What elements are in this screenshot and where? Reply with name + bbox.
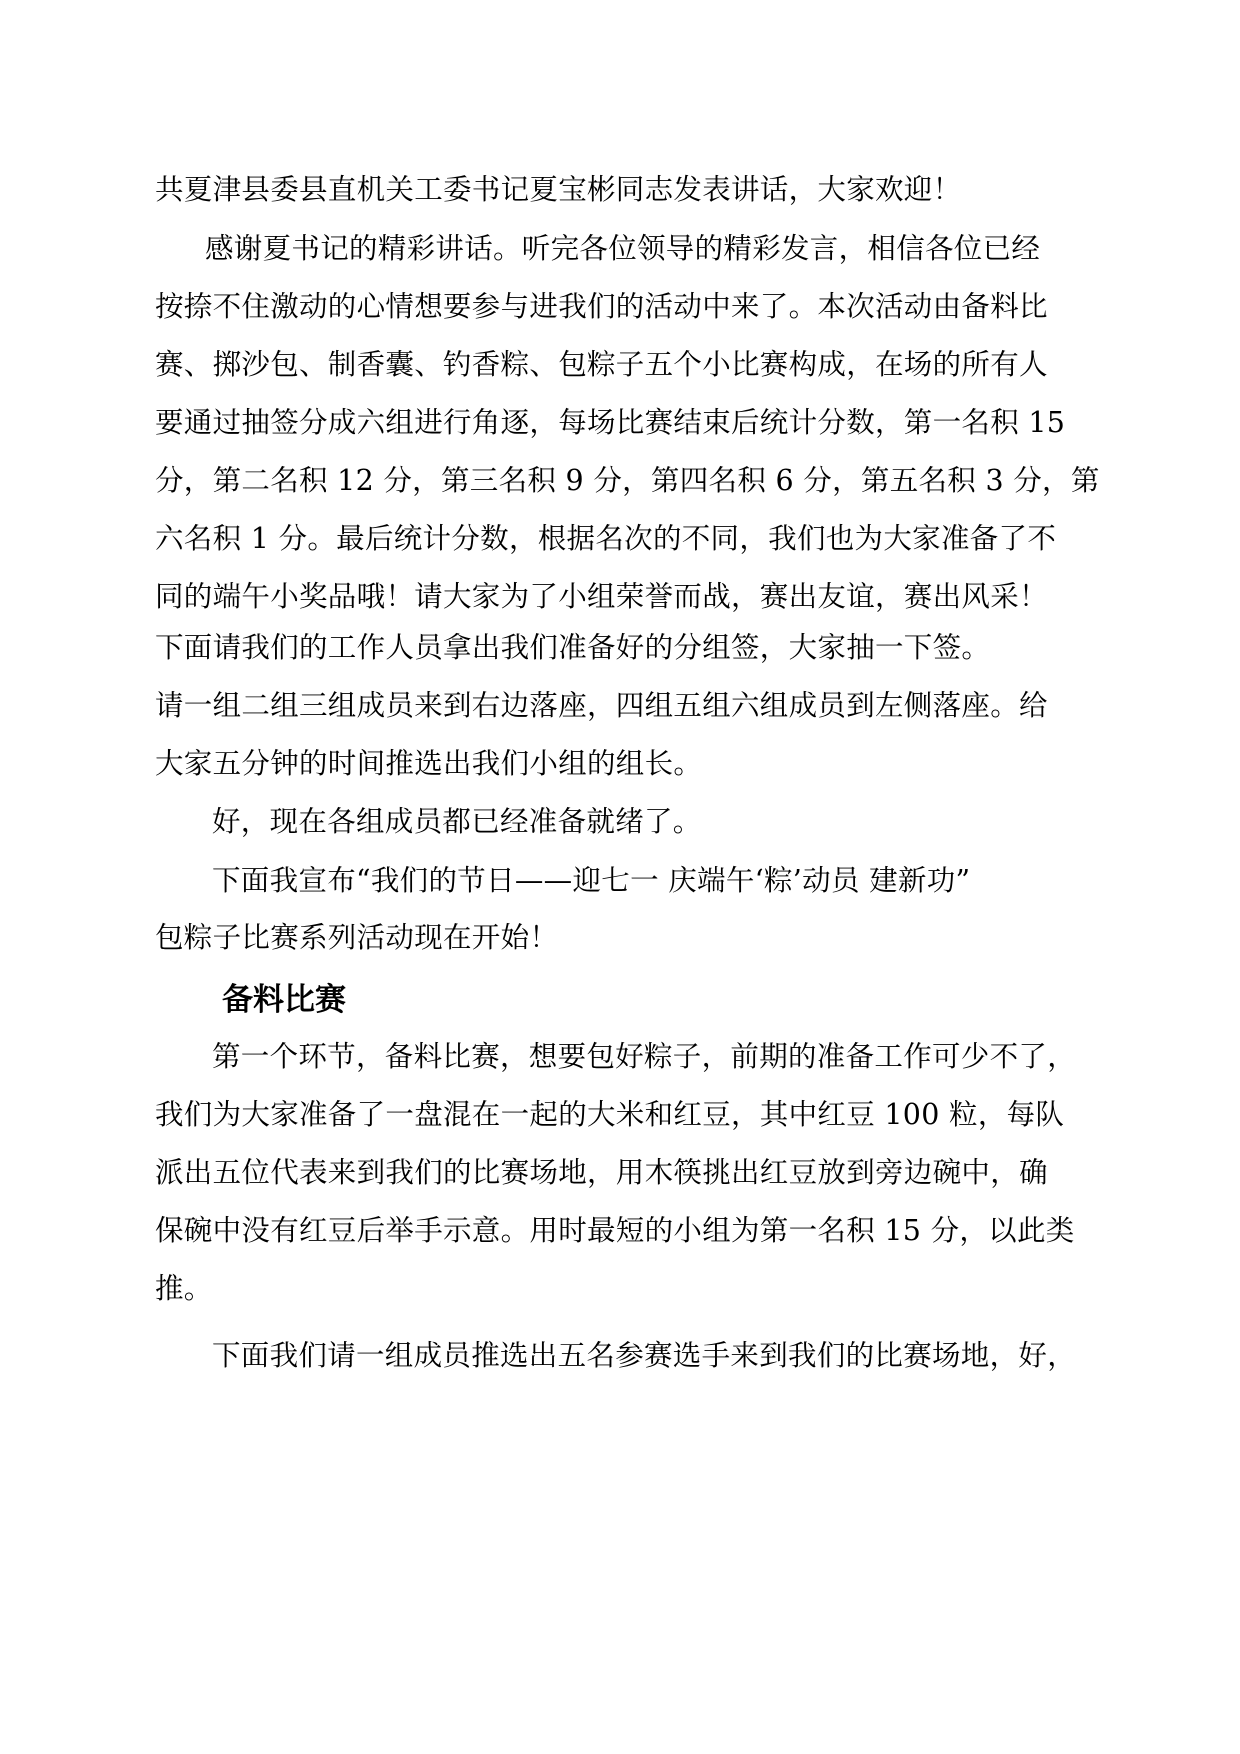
intro-line-1: 共夏津县委县直机关工委书记夏宝彬同志发表讲话，大家欢迎！ bbox=[155, 173, 962, 206]
draw-line-1: 下面请我们的工作人员拿出我们准备好的分组签，大家抽一下签。 bbox=[155, 631, 991, 664]
section-heading: 备料比赛 bbox=[222, 982, 346, 1018]
section1-line-5: 推。 bbox=[155, 1272, 213, 1305]
thanks-line-6: 六名积 1 分。最后统计分数，根据名次的不同，我们也为大家准备了不 bbox=[155, 522, 1057, 555]
announce-line-2: 包粽子比赛系列活动现在开始！ bbox=[155, 921, 559, 954]
thanks-line-1: 感谢夏书记的精彩讲话。听完各位领导的精彩发言，相信各位已经 bbox=[205, 232, 1041, 265]
seating-line-2: 大家五分钟的时间推选出我们小组的组长。 bbox=[155, 747, 703, 780]
thanks-line-3: 赛、掷沙包、制香囊、钓香粽、包粽子五个小比赛构成，在场的所有人 bbox=[155, 348, 1048, 381]
thanks-line-5: 分，第二名积 12 分，第三名积 9 分，第四名积 6 分，第五名积 3 分，第 bbox=[155, 464, 1100, 497]
announce-line-1: 下面我宣布“我们的节日——迎七一 庆端午‘粽’动员 建新功” bbox=[212, 864, 971, 897]
thanks-line-4: 要通过抽签分成六组进行角逐，每场比赛结束后统计分数，第一名积 15 bbox=[155, 406, 1066, 439]
thanks-line-7: 同的端午小奖品哦！请大家为了小组荣誉而战，赛出友谊，赛出风采！ bbox=[155, 580, 1048, 613]
section1-line-1: 第一个环节，备料比赛，想要包好粽子，前期的准备工作可少不了， bbox=[212, 1040, 1077, 1073]
seating-line-1: 请一组二组三组成员来到右边落座，四组五组六组成员到左侧落座。给 bbox=[155, 689, 1048, 722]
section1-line-4: 保碗中没有红豆后举手示意。用时最短的小组为第一名积 15 分，以此类 bbox=[155, 1214, 1075, 1247]
thanks-line-2: 按捺不住激动的心情想要参与进我们的活动中来了。本次活动由备料比 bbox=[155, 290, 1048, 323]
section2-line-1: 下面我们请一组成员推选出五名参赛选手来到我们的比赛场地，好， bbox=[212, 1339, 1077, 1372]
section1-line-3: 派出五位代表来到我们的比赛场地，用木筷挑出红豆放到旁边碗中，确 bbox=[155, 1156, 1048, 1189]
ready-line-1: 好，现在各组成员都已经准备就绪了。 bbox=[212, 805, 702, 838]
section1-line-2: 我们为大家准备了一盘混在一起的大米和红豆，其中红豆 100 粒，每队 bbox=[155, 1098, 1065, 1131]
